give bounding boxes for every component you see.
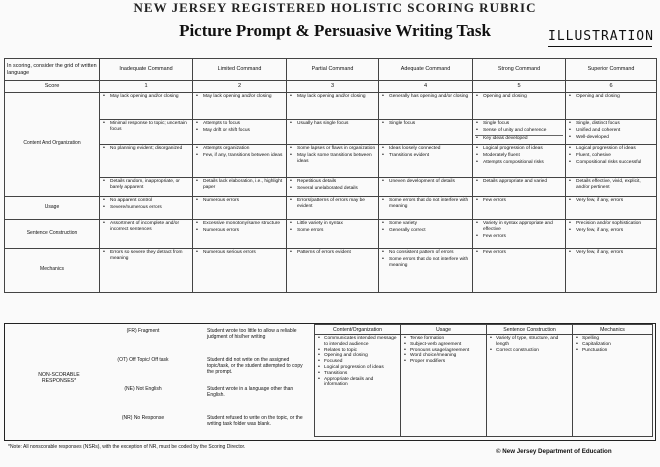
cell-bullet-list bbox=[289, 198, 376, 210]
rubric-cell bbox=[193, 248, 287, 292]
cell-bullet-list bbox=[195, 146, 284, 159]
rubric-cell bbox=[473, 144, 566, 177]
cell-bullet-list bbox=[289, 250, 376, 256]
rubric-cell bbox=[379, 120, 473, 145]
cell-bullet: • Numerous serious errors bbox=[195, 250, 284, 256]
nonscorable-code: (NR) No Response bbox=[121, 415, 165, 421]
cell-bullet: • Single focus bbox=[381, 121, 470, 127]
cell-bullet-list bbox=[102, 198, 190, 211]
cell-bullet-list bbox=[381, 179, 470, 185]
cell-bullet-list bbox=[195, 179, 284, 191]
cell-bullet: • Spelling bbox=[575, 336, 650, 342]
cell-bullet: • Attempts organization bbox=[195, 146, 284, 152]
rubric-cell bbox=[193, 93, 287, 120]
cell-bullet: • Transitions evident bbox=[381, 153, 470, 159]
cell-bullet: • Appropriate details and information bbox=[317, 377, 398, 389]
rubric-cell bbox=[566, 196, 657, 219]
cell-bullet: • No planning evident; disorganized bbox=[102, 146, 190, 152]
score-2: 2 bbox=[193, 81, 287, 93]
cell-bullet-list bbox=[568, 221, 654, 234]
rubric-cell bbox=[287, 177, 379, 196]
cell-bullet-list bbox=[102, 179, 190, 191]
cell-bullet-list bbox=[289, 121, 376, 127]
cell-bullet: • Focused bbox=[317, 359, 398, 365]
rubric-cell bbox=[287, 248, 379, 292]
cell-bullet: • Some lapses or flaws in organization bbox=[289, 146, 376, 152]
score-label: Score bbox=[5, 81, 100, 93]
rubric-cell bbox=[566, 219, 657, 248]
features-header: Mechanics bbox=[573, 325, 653, 335]
rubric-cell bbox=[287, 93, 379, 120]
cell-bullet-list bbox=[568, 179, 654, 191]
nonscorable-desc: Student wrote in a language other than English. bbox=[207, 386, 294, 398]
cell-bullet: • Some errors bbox=[289, 228, 376, 234]
rubric-cell bbox=[566, 120, 657, 145]
cell-bullet: • Details effective, vivid, explicit, and/or pertinent bbox=[568, 179, 654, 191]
cell-bullet-list bbox=[575, 336, 650, 353]
cell-bullet: • May drift or shift focus bbox=[195, 128, 284, 134]
score-6: 6 bbox=[566, 81, 657, 93]
rubric-cell bbox=[379, 196, 473, 219]
cell-bullet: • Some variety bbox=[381, 221, 470, 227]
cell-bullet: • Repetitious details bbox=[289, 179, 376, 185]
features-body-row bbox=[315, 335, 653, 437]
cell-bullet: • Sense of unity and coherence bbox=[475, 128, 563, 134]
col-header-4: Adequate Command bbox=[379, 59, 473, 81]
rubric-cell bbox=[193, 196, 287, 219]
cell-bullet: • Details random, inappropriate, or barely apparent bbox=[102, 179, 190, 191]
cell-bullet-list bbox=[568, 198, 654, 204]
features-header: Usage bbox=[401, 325, 487, 335]
cell-bullet-list bbox=[102, 221, 190, 233]
cell-bullet-list bbox=[289, 146, 376, 165]
rubric-cell bbox=[287, 120, 379, 145]
score-4: 4 bbox=[379, 81, 473, 93]
cell-bullet: • Severe/numerous errors bbox=[102, 205, 190, 211]
rubric-cell bbox=[100, 144, 193, 177]
cell-bullet-list bbox=[102, 146, 190, 152]
cell-bullet: • Generally correct bbox=[381, 228, 470, 234]
cell-bullet: • Generally has opening and/or closing bbox=[381, 94, 470, 100]
cell-bullet: • Single focus bbox=[475, 121, 563, 127]
cell-bullet: • Single, distinct focus bbox=[568, 121, 654, 127]
stamp-underline bbox=[548, 46, 652, 47]
cell-bullet: • Proper modifiers bbox=[403, 359, 484, 365]
cell-bullet-list bbox=[381, 221, 470, 234]
cell-bullet: • Logical progression of ideas bbox=[475, 146, 563, 152]
col-header-5: Strong Command bbox=[473, 59, 566, 81]
cell-bullet: • Unified and coherent bbox=[568, 128, 654, 134]
rubric-cell bbox=[193, 219, 287, 248]
cell-bullet-list bbox=[317, 336, 398, 388]
cell-bullet: • Several unelaborated details bbox=[289, 186, 376, 192]
rubric-cell bbox=[193, 144, 287, 177]
rubric-cell bbox=[379, 177, 473, 196]
rubric-cell bbox=[379, 93, 473, 120]
cell-bullet-list bbox=[475, 179, 563, 185]
cell-bullet: • Capitalization bbox=[575, 342, 650, 348]
rubric-cell bbox=[379, 248, 473, 292]
cell-bullet: • May lack opening and/or closing bbox=[195, 94, 284, 100]
nonscorable-code: (FR) Fragment bbox=[126, 328, 160, 334]
cell-bullet-list bbox=[289, 94, 376, 100]
cell-bullet: • Details lack elaboration, i.e., highlight paper bbox=[195, 179, 284, 191]
rubric-cell bbox=[473, 196, 566, 219]
cell-bullet: • Logical progression of ideas bbox=[317, 365, 398, 371]
nonscorable-item bbox=[83, 415, 305, 444]
cell-bullet: • Variety in syntax appropriate and effective bbox=[475, 221, 563, 233]
cell-bullet: • Variety of type, structure, and length bbox=[489, 336, 570, 348]
features-cell bbox=[315, 335, 401, 437]
nonscorable-item bbox=[83, 386, 305, 415]
cell-bullet-list bbox=[195, 221, 284, 234]
cell-bullet-list bbox=[403, 336, 484, 365]
score-3: 3 bbox=[287, 81, 379, 93]
cell-bullet: • Precision and/or sophistication bbox=[568, 221, 654, 227]
nonscorable-desc: Student refused to write on the topic, or the writing task folder was blank. bbox=[207, 415, 303, 427]
cell-bullet-list bbox=[568, 121, 654, 141]
cell-bullet: • Some errors that do not interfere with meaning bbox=[381, 257, 470, 269]
features-header: Content/Organization bbox=[315, 325, 401, 335]
nonscorable-desc: Student wrote too little to allow a reliable judgment of his/her writing bbox=[207, 328, 297, 340]
features-header: Sentence Construction bbox=[487, 325, 573, 335]
cell-bullet: • Some errors that do not interfere with meaning bbox=[381, 198, 470, 210]
cell-bullet-list bbox=[381, 198, 470, 210]
cell-bullet-list bbox=[102, 250, 190, 262]
cell-bullet: • No consistent pattern of errors bbox=[381, 250, 470, 256]
cell-bullet: • Numerous errors bbox=[195, 228, 284, 234]
cell-bullet-list bbox=[568, 146, 654, 166]
cell-bullet: • Subject-verb agreement bbox=[403, 342, 484, 348]
cell-bullet: • Very few, if any, errors bbox=[568, 250, 654, 256]
cell-bullet-list bbox=[381, 121, 470, 127]
cell-bullet: • Details appropriate and varied bbox=[475, 179, 563, 185]
features-table bbox=[314, 324, 653, 437]
nonscorable-item bbox=[83, 357, 305, 386]
cell-bullet: • Ideas loosely connected bbox=[381, 146, 470, 152]
cell-bullet-list bbox=[475, 94, 563, 100]
cell-bullet: • Logical progression of ideas bbox=[568, 146, 654, 152]
scoring-rubric-table bbox=[4, 58, 657, 293]
rubric-cell bbox=[100, 177, 193, 196]
cell-bullet: • Moderately fluent bbox=[475, 153, 563, 159]
cell-bullet-list bbox=[102, 94, 190, 100]
mechanics-row bbox=[5, 248, 657, 292]
rubric-cell bbox=[100, 219, 193, 248]
cell-bullet: • Key ideas developed bbox=[475, 135, 563, 142]
rubric-cell bbox=[566, 177, 657, 196]
cell-bullet: • Numerous errors bbox=[195, 198, 284, 204]
cell-bullet: • Tense formation bbox=[403, 336, 484, 342]
cell-bullet: • Uneven development of details bbox=[381, 179, 470, 185]
cell-bullet: • Patterns of errors evident bbox=[289, 250, 376, 256]
content-row-2 bbox=[5, 120, 657, 145]
cell-bullet: • Very few, if any, errors bbox=[568, 228, 654, 234]
features-cell bbox=[401, 335, 487, 437]
rubric-cell bbox=[287, 219, 379, 248]
cell-bullet-list bbox=[475, 198, 563, 204]
cell-bullet-list bbox=[381, 146, 470, 159]
rubric-cell bbox=[287, 196, 379, 219]
rubric-cell bbox=[100, 120, 193, 145]
cell-bullet: • Usually has single focus bbox=[289, 121, 376, 127]
rubric-subtitle: Picture Prompt & Persuasive Writing Task bbox=[179, 21, 491, 40]
rubric-cell bbox=[473, 177, 566, 196]
cell-bullet: • Opening and closing bbox=[568, 94, 654, 100]
col-header-3: Partial Command bbox=[287, 59, 379, 81]
cell-bullet: • Errors so severe they detract from meaning bbox=[102, 250, 190, 262]
cell-bullet: • Errors/patterns of errors may be evident bbox=[289, 198, 376, 210]
rubric-cell bbox=[473, 93, 566, 120]
rubric-cell bbox=[287, 144, 379, 177]
category-sentence: Sentence Construction bbox=[5, 219, 100, 248]
nonscorable-code: (NE) Not English bbox=[124, 386, 162, 392]
illustration-stamp: ILLUSTRATION bbox=[548, 29, 654, 44]
cell-bullet-list bbox=[289, 179, 376, 192]
rubric-cell bbox=[100, 196, 193, 219]
features-cell bbox=[573, 335, 653, 437]
category-usage: Usage bbox=[5, 196, 100, 219]
cell-bullet: • Communicates intended message to intended audience bbox=[317, 336, 398, 348]
rubric-cell bbox=[193, 120, 287, 145]
cell-bullet: • Opening and closing bbox=[317, 353, 398, 359]
category-mechanics: Mechanics bbox=[5, 248, 100, 292]
criteria-label: In scoring, consider the grid of written language bbox=[5, 59, 100, 81]
cell-bullet-list bbox=[489, 336, 570, 353]
cell-bullet: • Assortment of incomplete and/or incorrect sentences bbox=[102, 221, 190, 233]
cell-bullet-list bbox=[289, 221, 376, 234]
cell-bullet: • Opening and closing bbox=[475, 94, 563, 100]
features-cell bbox=[487, 335, 573, 437]
cell-bullet-list bbox=[475, 121, 563, 142]
cell-bullet: • Little variety in syntax bbox=[289, 221, 376, 227]
nonscorable-item bbox=[83, 328, 305, 357]
content-row-1 bbox=[5, 93, 657, 120]
cell-bullet: • Attempts to focus bbox=[195, 121, 284, 127]
cell-bullet: • Correct construction bbox=[489, 348, 570, 354]
content-row-4 bbox=[5, 177, 657, 196]
cell-bullet: • May lack opening and/or closing bbox=[102, 94, 190, 100]
col-header-6: Superior Command bbox=[566, 59, 657, 81]
cell-bullet: • Few errors bbox=[475, 198, 563, 204]
rubric-cell bbox=[473, 219, 566, 248]
cell-bullet-list bbox=[195, 94, 284, 100]
cell-bullet: • Relates to topic bbox=[317, 348, 398, 354]
cell-bullet: • No apparent control bbox=[102, 198, 190, 204]
score-row bbox=[5, 81, 657, 93]
category-content: Content And Organization bbox=[5, 93, 100, 197]
nonscorable-desc: Student did not write on the assigned topic/task, or the student attempted to copy the prompt. bbox=[207, 357, 303, 375]
cell-bullet-list bbox=[195, 121, 284, 134]
cell-bullet: • Transitions bbox=[317, 371, 398, 377]
nonscorable-code: (OT) Off Topic/ Off task bbox=[117, 357, 169, 363]
cell-bullet-list bbox=[568, 250, 654, 256]
col-header-1: Inadequate Command bbox=[100, 59, 193, 81]
score-5: 5 bbox=[473, 81, 566, 93]
rubric-cell bbox=[566, 144, 657, 177]
rubric-cell bbox=[473, 248, 566, 292]
cell-bullet: • Attempts compositional risks bbox=[475, 160, 563, 166]
cell-bullet: • Fluent, cohesive bbox=[568, 153, 654, 159]
cell-bullet-list bbox=[381, 94, 470, 100]
cell-bullet-list bbox=[381, 250, 470, 269]
usage-row bbox=[5, 196, 657, 219]
cell-bullet: • May lack opening and/or closing bbox=[289, 94, 376, 100]
cell-bullet: • Few errors bbox=[475, 234, 563, 240]
rubric-cell bbox=[100, 93, 193, 120]
content-row-3 bbox=[5, 144, 657, 177]
cell-bullet-list bbox=[102, 121, 190, 133]
cell-bullet-list bbox=[475, 250, 563, 256]
cell-bullet: • Compositional risks successful bbox=[568, 160, 654, 166]
rubric-cell bbox=[566, 248, 657, 292]
cell-bullet-list bbox=[475, 146, 563, 166]
cell-bullet-list bbox=[475, 221, 563, 240]
nonscorable-label: NON-SCORABLE RESPONSES* bbox=[38, 372, 80, 385]
rubric-cell bbox=[193, 177, 287, 196]
cell-bullet: • Excessive monotony/same structure bbox=[195, 221, 284, 227]
col-header-2: Limited Command bbox=[193, 59, 287, 81]
cell-bullet: • Minimal response to topic; uncertain focus bbox=[102, 121, 190, 133]
score-1: 1 bbox=[100, 81, 193, 93]
cell-bullet: • Very few, if any, errors bbox=[568, 198, 654, 204]
cell-bullet: • May lack some transitions between ideas bbox=[289, 153, 376, 165]
cell-bullet: • Pronouns usage/agreement bbox=[403, 348, 484, 354]
nonscorable-list bbox=[83, 328, 305, 444]
cell-bullet: • Punctuation bbox=[575, 348, 650, 354]
header-row bbox=[5, 59, 657, 81]
cell-bullet-list bbox=[195, 250, 284, 256]
department-credit: © New Jersey Department of Education bbox=[496, 448, 612, 455]
cell-bullet: • Well-developed bbox=[568, 135, 654, 141]
rubric-title: NEW JERSEY REGISTERED HOLISTIC SCORING RUBRIC bbox=[133, 2, 537, 15]
rubric-cell bbox=[379, 219, 473, 248]
rubric-cell bbox=[100, 248, 193, 292]
footnote: *Note: All nonscorable responses (NSRs), with the exception of NR, must be coded by the Scoring Director. bbox=[8, 444, 246, 450]
rubric-cell bbox=[379, 144, 473, 177]
cell-bullet: • Few, if any, transitions between ideas bbox=[195, 153, 284, 159]
cell-bullet: • Few errors bbox=[475, 250, 563, 256]
cell-bullet: • Word choice/meaning bbox=[403, 353, 484, 359]
cell-bullet-list bbox=[568, 94, 654, 100]
rubric-cell bbox=[566, 93, 657, 120]
features-header-row bbox=[315, 325, 653, 335]
sentence-row bbox=[5, 219, 657, 248]
cell-bullet-list bbox=[195, 198, 284, 204]
rubric-cell bbox=[473, 120, 566, 145]
